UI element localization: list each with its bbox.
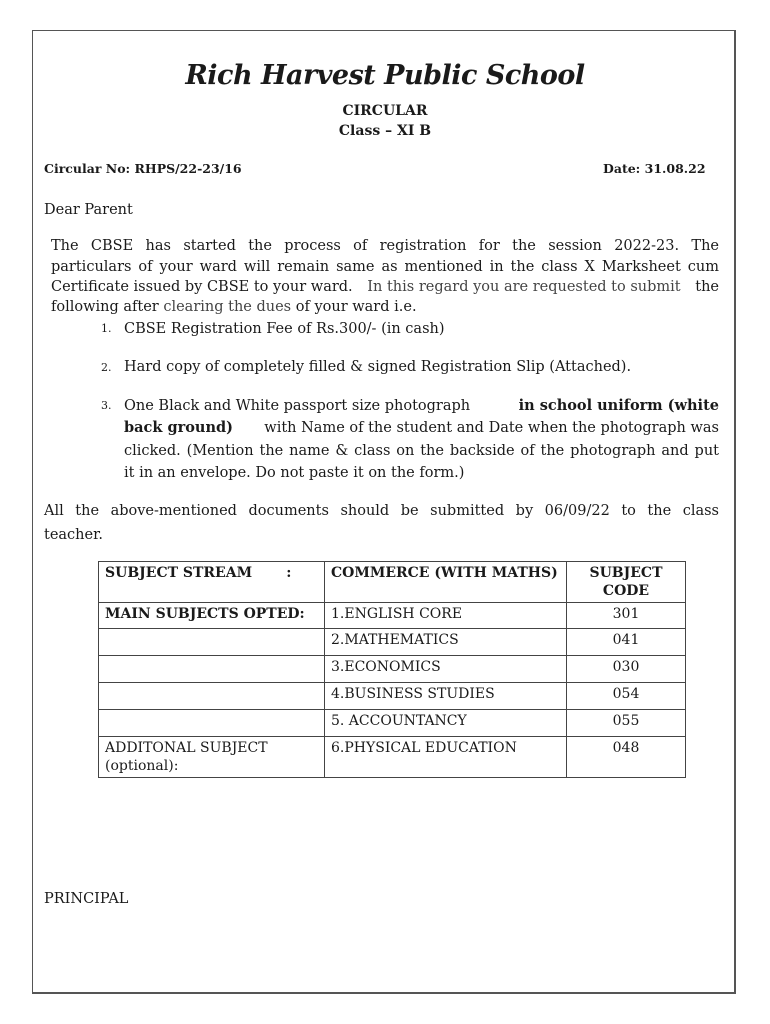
para-line: particulars of your ward will remain same as mentioned in the class X Marksheet cum bbox=[51, 259, 719, 275]
list-number: 3. bbox=[101, 399, 112, 412]
table-cell bbox=[99, 629, 325, 656]
table-cell: 2.MATHEMATICS bbox=[325, 629, 567, 656]
list-item: Hard copy of completely filled & signed Registration Slip (Attached). bbox=[124, 359, 632, 375]
school-name: Rich Harvest Public School bbox=[185, 60, 585, 91]
list-text-bold: in school uniform (white bbox=[518, 397, 719, 414]
table-cell bbox=[99, 683, 325, 710]
para-text: of your ward i.e. bbox=[295, 299, 417, 315]
table-cell bbox=[99, 656, 325, 683]
table-cell: 5. ACCOUNTANCY bbox=[325, 710, 567, 737]
table-cell bbox=[99, 737, 325, 778]
subjects-table bbox=[98, 561, 686, 778]
principal-signature: PRINCIPAL bbox=[44, 891, 129, 907]
table-cell: 4.BUSINESS STUDIES bbox=[325, 683, 567, 710]
circular-heading: CIRCULAR bbox=[342, 103, 428, 119]
table-cell: 1.ENGLISH CORE bbox=[325, 603, 567, 629]
table-cell: 030 bbox=[567, 656, 686, 683]
table-cell: 055 bbox=[567, 710, 686, 737]
circular-date: Date: 31.08.22 bbox=[603, 161, 706, 176]
table-row bbox=[99, 737, 686, 778]
table-cell bbox=[99, 710, 325, 737]
list-text-bold: back ground) bbox=[124, 419, 233, 436]
header-text: SUBJECT bbox=[589, 565, 663, 581]
list-item: clicked. (Mention the name & class on the backside of the photograph and put bbox=[124, 443, 719, 459]
para-text: In this regard you are requested to submit bbox=[367, 279, 681, 295]
salutation: Dear Parent bbox=[44, 202, 133, 218]
circular-number: Circular No: RHPS/22-23/16 bbox=[44, 161, 242, 176]
table-header-row bbox=[99, 562, 686, 603]
table-cell: 041 bbox=[567, 629, 686, 656]
para-text: the bbox=[695, 279, 719, 295]
para-text: Certificate issued by CBSE to your ward. bbox=[51, 279, 353, 295]
table-header-cell: SUBJECT STREAM : bbox=[99, 562, 325, 603]
list-number: 2. bbox=[101, 361, 112, 374]
list-item: CBSE Registration Fee of Rs.300/- (in cash) bbox=[124, 321, 445, 337]
table-cell: 048 bbox=[567, 737, 686, 778]
list-text: One Black and White passport size photograph bbox=[124, 398, 471, 414]
table-row bbox=[99, 603, 686, 629]
closing-line: teacher. bbox=[44, 527, 104, 543]
para-line: The CBSE has started the process of registration for the session 2022-23. The bbox=[51, 238, 719, 254]
table-cell: 6.PHYSICAL EDUCATION bbox=[325, 737, 567, 778]
list-item bbox=[124, 396, 719, 416]
list-item bbox=[124, 418, 719, 438]
list-number: 1. bbox=[101, 322, 112, 335]
table-row bbox=[99, 629, 686, 656]
class-heading: Class – XI B bbox=[338, 123, 432, 139]
table-row bbox=[99, 710, 686, 737]
table-cell: 054 bbox=[567, 683, 686, 710]
para-line bbox=[51, 277, 719, 297]
table-header-cell: COMMERCE (WITH MATHS) bbox=[325, 562, 567, 603]
table-row bbox=[99, 656, 686, 683]
table-cell: 3.ECONOMICS bbox=[325, 656, 567, 683]
table-row bbox=[99, 683, 686, 710]
cell-text: (optional): bbox=[105, 758, 179, 774]
closing-line: All the above-mentioned documents should be submitted by 06/09/22 to the class bbox=[44, 503, 719, 519]
table-header-cell bbox=[567, 562, 686, 603]
table-cell: 301 bbox=[567, 603, 686, 629]
list-text: with Name of the student and Date when the photograph was bbox=[264, 420, 719, 436]
list-item: it in an envelope. Do not paste it on the form.) bbox=[124, 465, 465, 481]
table-cell: MAIN SUBJECTS OPTED: bbox=[99, 603, 325, 629]
para-line bbox=[51, 297, 417, 317]
cell-text: ADDITONAL SUBJECT bbox=[105, 740, 268, 756]
para-text: clearing the dues bbox=[163, 299, 292, 315]
header-text: CODE bbox=[602, 583, 650, 599]
para-text: following after bbox=[51, 299, 159, 315]
